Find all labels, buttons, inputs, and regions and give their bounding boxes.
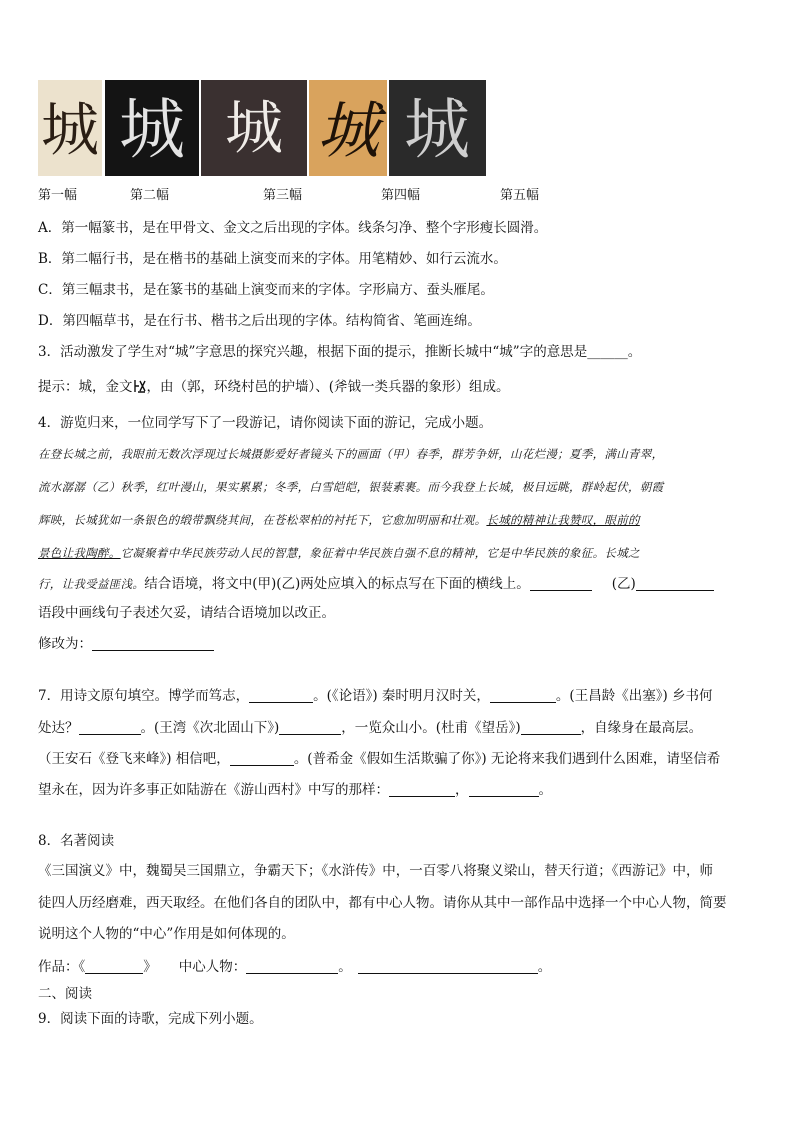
q7-blank-5[interactable] bbox=[521, 720, 581, 735]
option-c: C．第三幅隶书，是在篆书的基础上演变而来的字体。字形扁方、蚕头雁尾。 bbox=[38, 282, 494, 298]
q7-text-6: ，一览众山小。(杜甫《望岳》) bbox=[341, 720, 521, 736]
underlined-sentence-part-1: 长城的精神让我赞叹，眼前的 bbox=[486, 513, 640, 527]
revise-label: 修改为： bbox=[38, 636, 92, 652]
q7-text-7: ，自缘身在最高层。 bbox=[580, 720, 703, 736]
q4-passage-line-5 bbox=[38, 573, 714, 594]
option-d: D．第四幅草书，是在行书、楷书之后出现的字体。结构简省、笔画连绵。 bbox=[38, 313, 481, 329]
q4-passage-line-3 bbox=[38, 510, 640, 530]
glyph-3: 城 bbox=[224, 94, 284, 162]
q4-passage-line-5-text: 行，让我受益匪浅。 bbox=[38, 577, 145, 591]
glyph-5: 城 bbox=[404, 91, 470, 168]
q3-question: 3．活动激发了学生对“城”字意思的探究兴趣，根据下面的提示，推断长城中“城”字的意思是______。 bbox=[38, 344, 642, 360]
image-label-4: 第四幅 bbox=[381, 188, 421, 203]
period-1: 。 bbox=[338, 959, 352, 975]
q7-blank-1[interactable] bbox=[249, 688, 313, 703]
option-b: B．第二幅行书，是在楷书的基础上演变而来的字体。用笔精妙、如行云流水。 bbox=[38, 251, 507, 267]
q7-line-2 bbox=[38, 718, 702, 738]
q7-text-9: 。(普希金《假如生活欺骗了你》) 无论将来我们遇到什么困难，请坚信希 bbox=[293, 751, 721, 767]
q4-revise-row bbox=[38, 634, 214, 654]
work-close: 》 bbox=[143, 959, 157, 975]
q4-passage-line-4-text: 它凝聚着中华民族劳动人民的智慧，象征着中华民族自强不息的精神，它是中华民族的象征。长城之 bbox=[120, 546, 640, 560]
image-label-3: 第三幅 bbox=[263, 188, 303, 203]
q7-text-2: 。(《论语》) 秦时明月汉时关， bbox=[313, 688, 490, 704]
bronze-glyph-icon bbox=[133, 378, 147, 394]
q4-sub1: 结合语境，将文中(甲)(乙)两处应填入的标点写在下面的横线上。 bbox=[144, 576, 530, 592]
revise-answer-blank[interactable] bbox=[92, 636, 214, 651]
period-2: 。 bbox=[537, 959, 552, 975]
calligraphy-image-5 bbox=[389, 80, 486, 176]
q4-passage-line-4 bbox=[38, 543, 640, 563]
person-answer-blank[interactable] bbox=[246, 959, 338, 974]
q7-blank-7[interactable] bbox=[389, 782, 455, 797]
underlined-sentence-part-2: 景色让我陶醉。 bbox=[38, 546, 121, 560]
q8-line-1: 《三国演义》中，魏蜀吴三国鼎立，争霸天下；《水浒传》中，一百零八将聚义梁山，替天行道；《西游记》中，师 bbox=[38, 863, 713, 879]
q7-text-11: ， bbox=[455, 782, 469, 798]
q4-sub2: 语段中画线句子表述欠妥，请结合语境加以改正。 bbox=[38, 605, 335, 621]
q8-line-2: 徒四人历经磨难，西天取经。在他们各自的团队中，都有中心人物。请你从其中一部作品中选择一个中心人物，简要 bbox=[38, 895, 727, 911]
glyph-4: 城 bbox=[316, 94, 380, 167]
q7-line-4 bbox=[38, 780, 552, 800]
work-answer-blank[interactable] bbox=[85, 959, 143, 974]
calligraphy-image-1 bbox=[38, 80, 102, 176]
q7-text-12: 。 bbox=[538, 782, 552, 798]
yi-answer-blank[interactable] bbox=[636, 576, 714, 591]
q7-blank-4[interactable] bbox=[279, 720, 341, 735]
q4-passage-line-2: 流水潺潺（乙）秋季，红叶漫山，果实累累；冬季，白雪皑皑，银装素裹。而今我登上长城，极目远眺，群岭起伏，朝霞 bbox=[38, 480, 664, 494]
yi-label: (乙) bbox=[611, 576, 636, 592]
q7-text-5: 。(王湾《次北固山下》) bbox=[140, 720, 280, 736]
q7-text-1: 7．用诗文原句填空。博学而笃志， bbox=[38, 688, 250, 704]
calligraphy-image-3 bbox=[201, 80, 307, 176]
image-label-2: 第二幅 bbox=[130, 188, 170, 203]
q3-hint bbox=[38, 377, 510, 397]
q7-line-1 bbox=[38, 686, 713, 706]
work-label: 作品：《 bbox=[38, 959, 86, 975]
q7-text-10: 望永在，因为许多事正如陆游在《游山西村》中写的那样： bbox=[38, 782, 389, 798]
glyph-2: 城 bbox=[119, 91, 185, 168]
q7-blank-6[interactable] bbox=[230, 751, 294, 766]
q7-text-4: 处达？ bbox=[38, 720, 79, 736]
q3-hint-start: 提示：城，金文 bbox=[38, 379, 133, 395]
calligraphy-image-4 bbox=[309, 80, 387, 176]
q3-hint-end: ，由（郭，环绕村邑的护墙）、(斧钺一类兵器的象形）组成。 bbox=[146, 379, 510, 395]
image-label-1: 第一幅 bbox=[38, 188, 78, 203]
calligraphy-image-2 bbox=[105, 80, 199, 176]
q4-intro: 4．游览归来，一位同学写下了一段游记，请你阅读下面的游记，完成小题。 bbox=[38, 415, 493, 431]
image-label-5: 第五幅 bbox=[500, 188, 540, 203]
q4-passage-line-3-text: 辉映，长城犹如一条银色的缎带飘绕其间，在苍松翠柏的衬托下，它愈加明丽和壮观。 bbox=[38, 513, 487, 527]
q8-answer-row bbox=[38, 957, 551, 977]
q7-text-8: （王安石《登飞来峰》) 相信吧， bbox=[38, 751, 230, 767]
q7-text-3: 。(王昌龄《出塞》) 乡书何 bbox=[555, 688, 713, 704]
explanation-answer-blank[interactable] bbox=[358, 959, 538, 974]
q7-blank-3[interactable] bbox=[79, 720, 141, 735]
person-label: 中心人物： bbox=[178, 959, 247, 975]
jia-answer-blank[interactable] bbox=[530, 576, 592, 591]
q8-title: 8．名著阅读 bbox=[38, 833, 115, 849]
q7-blank-2[interactable] bbox=[490, 688, 556, 703]
q7-line-3 bbox=[38, 749, 720, 769]
q4-passage-line-1: 在登长城之前，我眼前无数次浮现过长城摄影爱好者镜头下的画面（甲）春季，群芳争妍，山花烂漫；夏季，满山青翠， bbox=[38, 447, 664, 461]
section-heading: 二、阅读 bbox=[38, 986, 92, 1002]
q8-line-3: 说明这个人物的“中心”作用是如何体现的。 bbox=[38, 926, 295, 942]
option-a: A．第一幅篆书，是在甲骨文、金文之后出现的字体。线条匀净、整个字形瘦长圆滑。 bbox=[38, 220, 548, 236]
glyph-1: 城 bbox=[40, 96, 100, 164]
q9-question: 9．阅读下面的诗歌，完成下列小题。 bbox=[38, 1011, 263, 1027]
q7-blank-8[interactable] bbox=[469, 782, 539, 797]
